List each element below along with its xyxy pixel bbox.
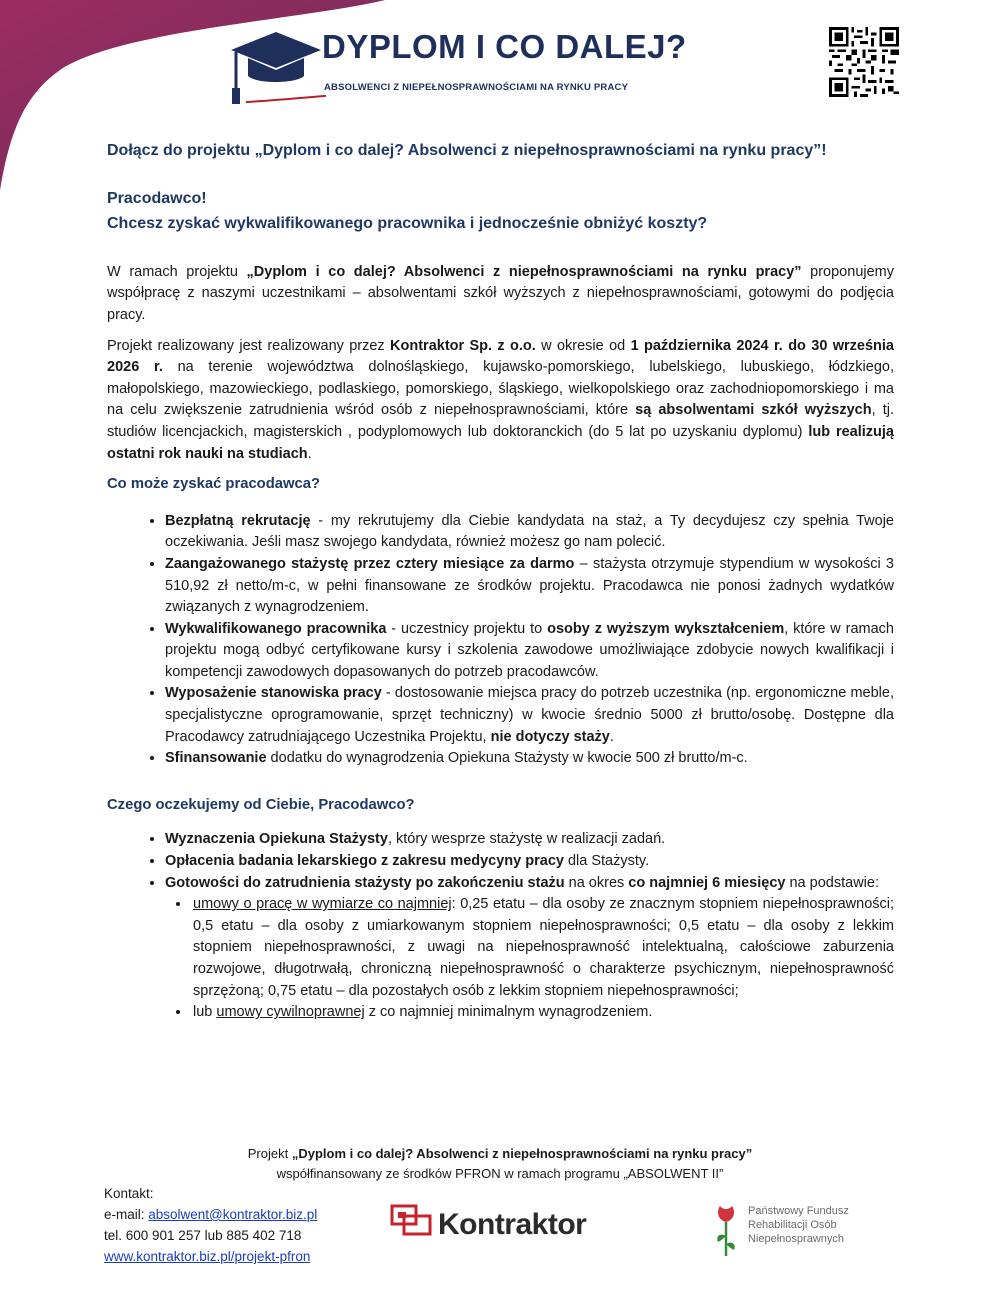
pfron-logo	[712, 1202, 872, 1262]
list-item: • lub umowy cywilnoprawnej z co najmniej minimalnym wynagrodzeniem.	[191, 1002, 894, 1024]
logo-title: DYPLOM I CO DALEJ?	[322, 28, 687, 65]
qr-code-icon[interactable]	[829, 27, 899, 97]
intro-paragraph: W ramach projektu „Dyplom i co dalej? Absolwenci z niepełnosprawnościami na rynku pracy” proponujemy współpracę z naszymi uczestnikami – absolwentami szkół wyższych z niepełnosprawnościami, gotowymi do podjęcia pracy.	[107, 263, 894, 323]
footer-funding-line: współfinansowany ze środków PFRON w ramach programu „ABSOLWENT II”	[276, 1166, 724, 1181]
greeting-heading: Pracodawco!	[107, 189, 207, 207]
kontraktor-logo-icon	[390, 1202, 440, 1246]
main-content	[107, 140, 894, 1024]
contact-block	[104, 1183, 317, 1267]
list-item: • Opłacenia badania lekarskiego z zakresu medycyny pracy dla Stażysty.	[165, 851, 894, 873]
expectations-heading: Czego oczekujemy od Ciebie, Pracodawco?	[107, 796, 415, 813]
list-item: • Bezpłatną rekrutację - my rekrutujemy dla Ciebie kandydata na staż, a Ty decydujesz czy spełnia Twoje oczekiwania. Jeśli masz swojego kandydata, również możesz go nam polecić.	[165, 511, 894, 554]
footer-project-info	[0, 1144, 1000, 1184]
contract-types-list	[165, 894, 894, 1024]
pfron-flower-icon	[712, 1202, 742, 1258]
page-title: Dołącz do projektu „Dyplom i co dalej? Absolwenci z niepełnosprawnościami na rynku pracy”!	[107, 142, 827, 159]
employer-benefits-heading: Co może zyskać pracodawca?	[107, 476, 320, 493]
contact-label: Kontakt:	[104, 1186, 154, 1201]
kontraktor-logo-text: Kontraktor	[438, 1208, 587, 1241]
website-link[interactable]: www.kontraktor.biz.pl/projekt-pfron	[104, 1249, 311, 1264]
list-item: • Wyznaczenia Opiekuna Stażysty, który wesprze stażystę w realizacji zadań.	[165, 829, 894, 851]
benefits-list	[107, 511, 894, 770]
list-item: • Gotowości do zatrudnienia stażysty po zakończeniu stażu na okres co najmniej 6 miesięcy na podstawie: • umowy o pracę w wymiarze co najmniej: 0,25 etatu – dla osoby ze znacznym stopniem niepełnosprawności; 0,5 etatu – dla osoby z umiarkowanym stopniem niepełnosprawności; 0,5 etatu – dla osoby z lekkim stopniem niepełnosprawności, z uwagi na niepełnosprawność intelektualną, całościowe zaburzenia rozwojowe, długotrwałą, chroniczną niepełnosprawność o charakterze psychicznym, niepełnosprawność sprzężoną; 0,75 etatu – dla pozostałych osób z lekkim stopniem niepełnosprawności; • lub umowy cywilnoprawnej z co najmniej minimalnym wynagrodzeniem.	[165, 873, 894, 1024]
logo-subtitle: ABSOLWENCI Z NIEPEŁNOSPRAWNOŚCIAMI NA RYNKU PRACY	[324, 82, 629, 93]
list-item: • Wykwalifikowanego pracownika - uczestnicy projektu to osoby z wyższym wykształceniem, które w ramach projektu mogą odbyć certyfikowane kursy i szkolenia zawodowe umożliwiające zdobycie nowych kwalifikacji i kompetencji zawodowych dopasowanych do potrzeb pracodawców.	[165, 619, 894, 684]
graduation-cap-icon	[226, 22, 326, 112]
project-logo	[226, 22, 687, 112]
question-heading: Chcesz zyskać wykwalifikowanego pracownika i jednocześnie obniżyć koszty?	[107, 215, 708, 233]
pfron-logo-text: Państwowy Fundusz Rehabilitacji Osób Niepełnosprawnych	[748, 1205, 849, 1245]
email-link[interactable]: absolwent@kontraktor.biz.pl	[148, 1207, 318, 1222]
email-line: e-mail: absolwent@kontraktor.biz.pl	[104, 1207, 318, 1222]
expectations-list	[107, 829, 894, 1023]
phone-line: tel. 600 901 257 lub 885 402 718	[104, 1228, 302, 1243]
list-item: • Wyposażenie stanowiska pracy - dostosowanie miejsca pracy do potrzeb uczestnika (np. ergonomiczne meble, specjalistyczne oprogramowanie, sprzęt techniczny) w kwocie średnio 5000 zł brutto/osobę. Dostępne dla Pracodawcy zatrudniającego Uczestnika Projektu, nie dotyczy staży.	[165, 683, 894, 748]
footer-project-line: Projekt „Dyplom i co dalej? Absolwenci z niepełnosprawnościami na rynku pracy”	[247, 1146, 753, 1161]
list-item: • Zaangażowanego stażystę przez cztery miesiące za darmo – stażysta otrzymuje stypendium w wysokości 3 510,92 zł netto/m-c, w pełni finansowane ze środków projektu. Pracodawca nie ponosi żadnych wydatków związanych z wynagrodzeniem.	[165, 554, 894, 619]
list-item: • Sfinansowanie dodatku do wynagrodzenia Opiekuna Stażysty w kwocie 500 zł brutto/m-c.	[165, 748, 894, 770]
kontraktor-logo	[390, 1200, 610, 1250]
project-paragraph: Projekt realizowany jest realizowany przez Kontraktor Sp. z o.o. w okresie od 1 października 2024 r. do 30 września 2026 r. na terenie województwa dolnośląskiego, kujawsko-pomorskiego, lubelskiego, lubuskiego, łódzkiego, małopolskiego, mazowieckiego, podlaskiego, pomorskiego, śląskiego, wielkopolskiego oraz zachodniopomorskiego i ma na celu zwiększenie zatrudnienia wśród osób z niepełnosprawnościami, które są absolwentami szkół wyższych, tj. studiów licencjackich, magisterskich , podyplomowych lub doktoranckich (do 5 lat po uzyskaniu dyplomu) lub realizują ostatni rok nauki na studiach.	[107, 337, 894, 462]
list-item: • umowy o pracę w wymiarze co najmniej: 0,25 etatu – dla osoby ze znacznym stopniem niepełnosprawności; 0,5 etatu – dla osoby z umiarkowanym stopniem niepełnosprawności; 0,5 etatu – dla osoby z lekkim stopniem niepełnosprawności, z uwagi na niepełnosprawność intelektualną, całościowe zaburzenia rozwojowe, długotrwałą, chroniczną niepełnosprawność o charakterze psychicznym, niepełnosprawność sprzężoną; 0,75 etatu – dla pozostałych osób z lekkim stopniem niepełnosprawności;	[191, 894, 894, 1002]
